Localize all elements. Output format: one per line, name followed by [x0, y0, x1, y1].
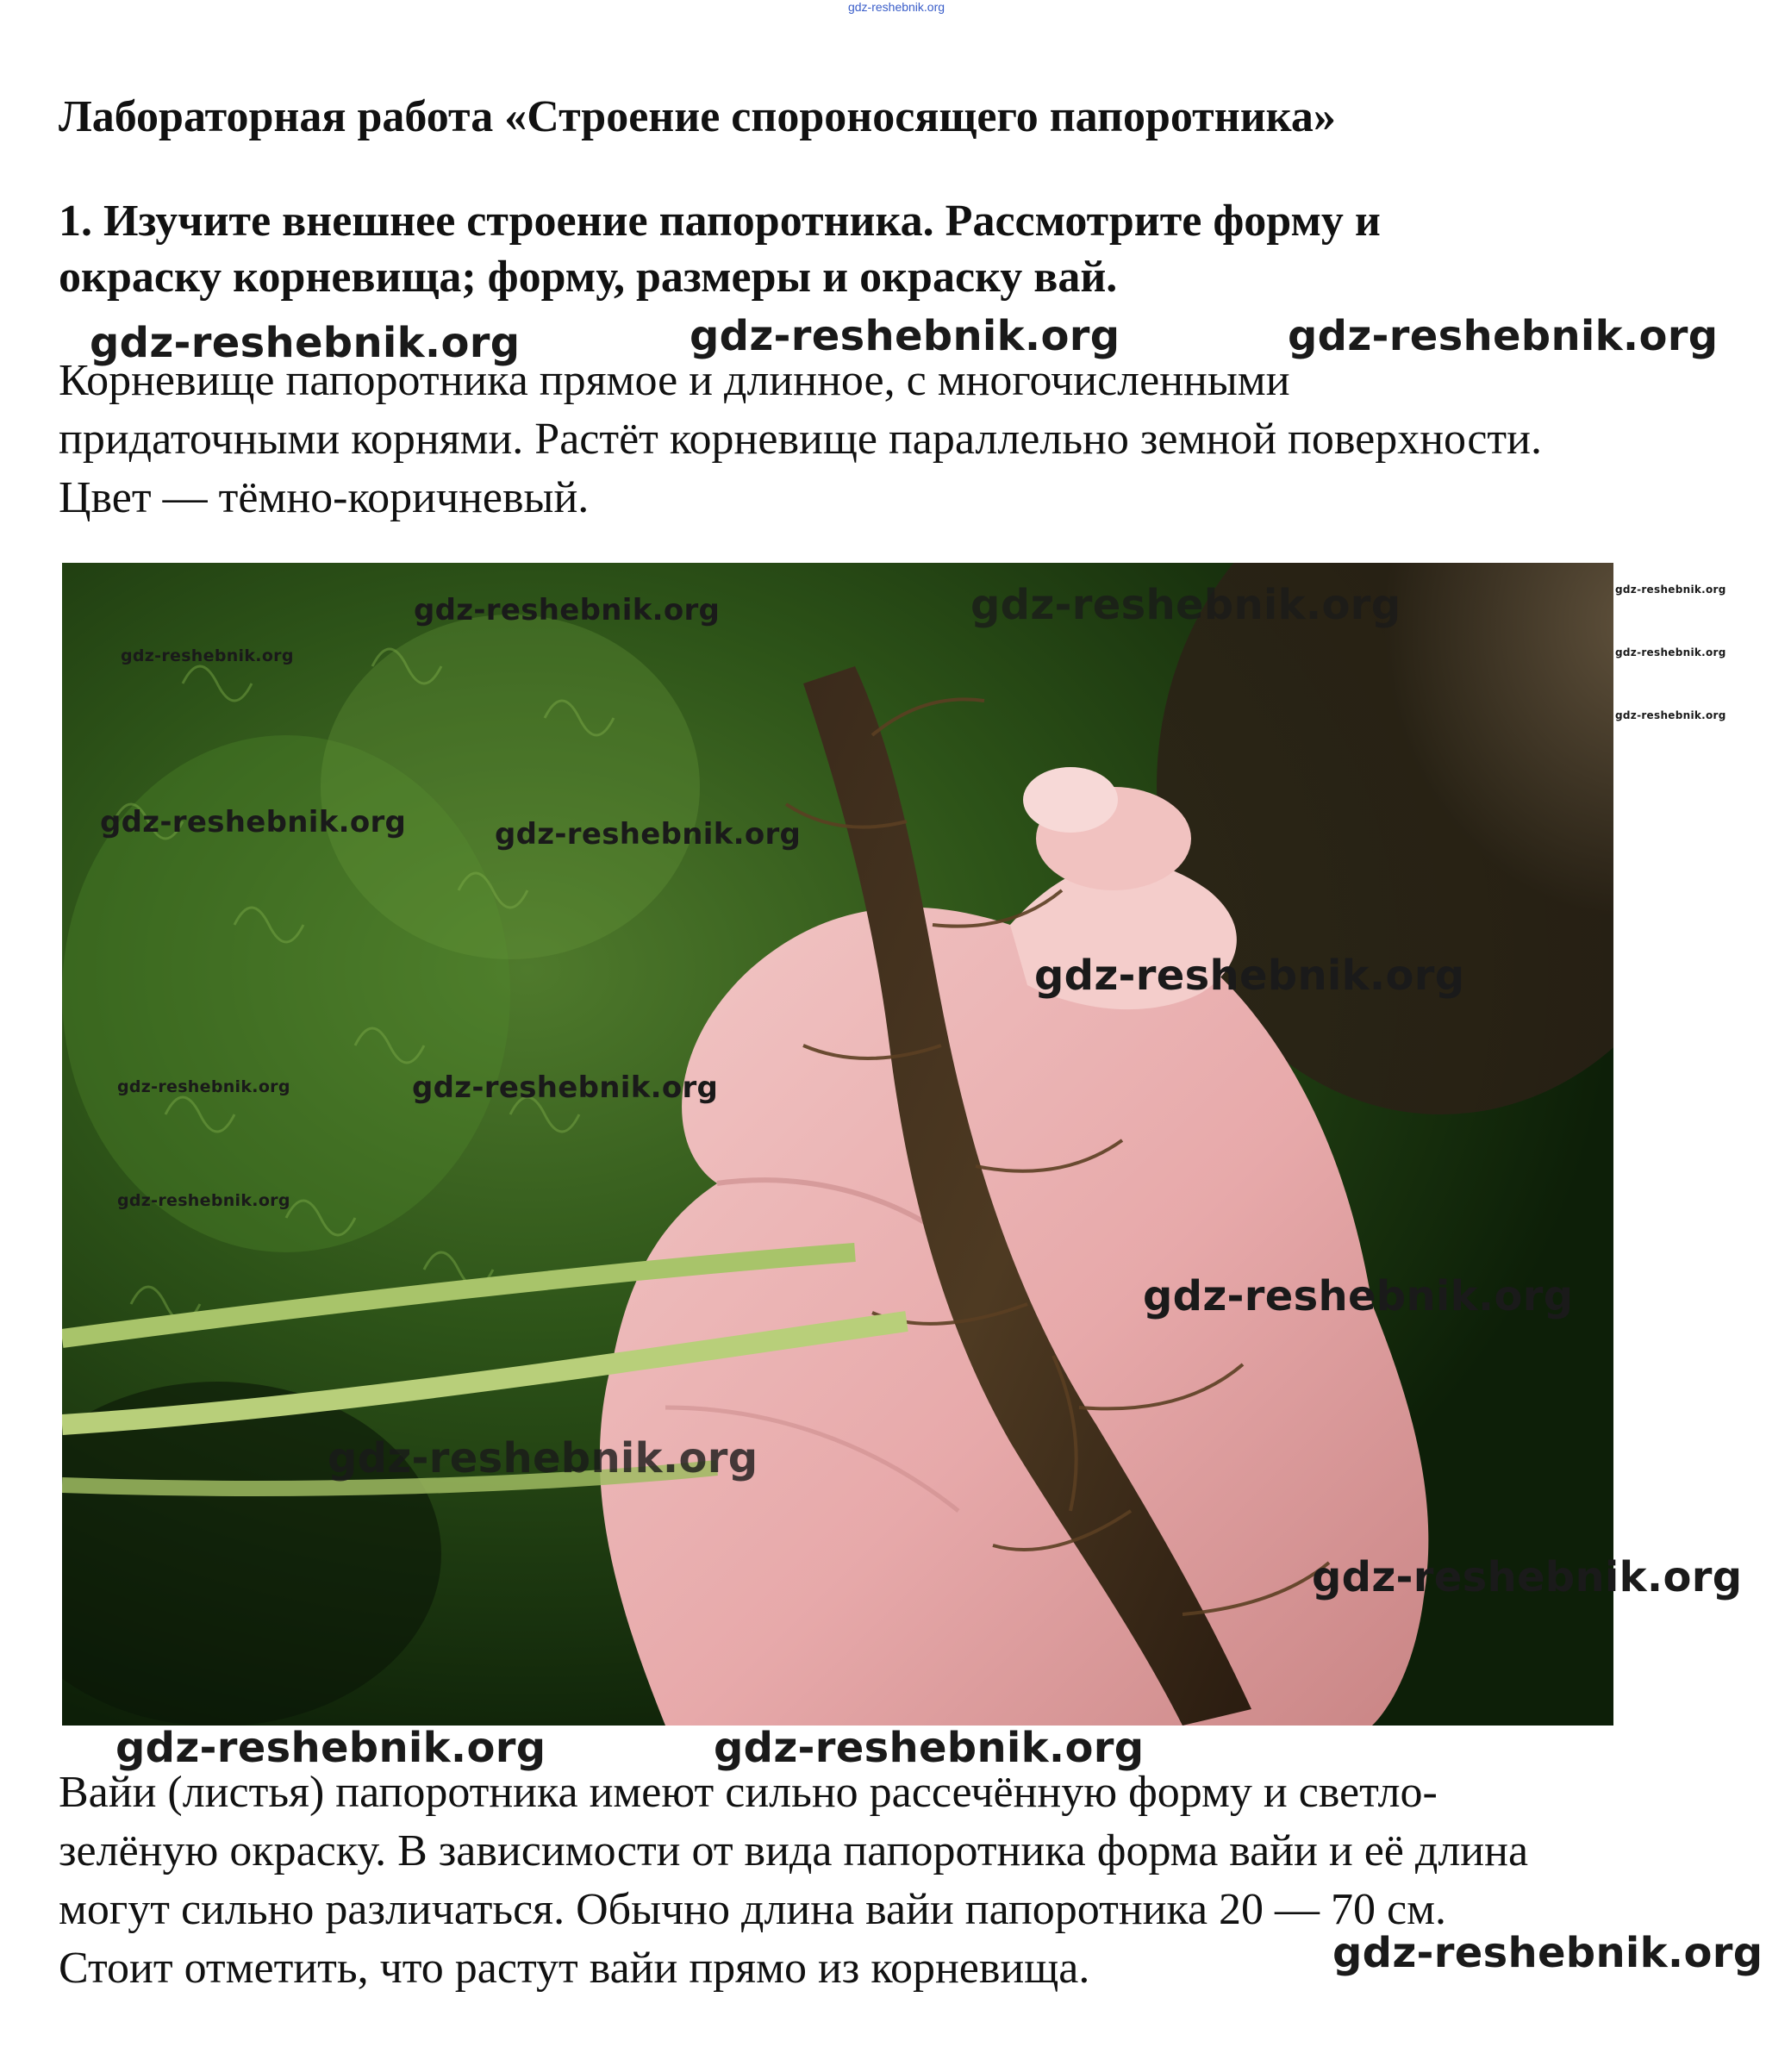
paragraph-line: Цвет — тёмно-коричневый. — [59, 473, 590, 522]
task-heading — [59, 193, 1748, 305]
page-title: Лабораторная работа «Строение спороносящего папоротника» — [59, 92, 1336, 141]
watermark: gdz-reshebnik.org — [1615, 709, 1726, 721]
watermark: gdz-reshebnik.org — [1615, 584, 1726, 596]
watermark: gdz-reshebnik.org — [412, 1070, 719, 1105]
photo-illustration — [62, 563, 1613, 1726]
watermark: gdz-reshebnik.org — [690, 312, 1120, 360]
watermark: gdz-reshebnik.org — [328, 1434, 758, 1482]
watermark: gdz-reshebnik.org — [1034, 952, 1465, 1000]
paragraph-line: придаточными корнями. Растёт корневище параллельно земной поверхности. — [59, 415, 1542, 464]
watermark: gdz-reshebnik.org — [1288, 312, 1719, 360]
fern-rhizome-photo — [62, 563, 1613, 1726]
rhizome-paragraph — [59, 352, 1774, 527]
watermark: gdz-reshebnik.org — [1312, 1553, 1743, 1601]
task-line-2: окраску корневища; форму, размеры и окраску вай. — [59, 253, 1118, 302]
watermark: gdz-reshebnik.org — [121, 646, 294, 665]
paragraph-line: зелёную окраску. В зависимости от вида папоротника форма вайи и её длина — [59, 1826, 1529, 1875]
task-line-1: 1. Изучите внешнее строение папоротника. Рассмотрите форму и — [59, 197, 1381, 246]
watermark: gdz-reshebnik.org — [117, 1191, 290, 1210]
watermark: gdz-reshebnik.org — [90, 319, 521, 367]
watermark: gdz-reshebnik.org — [117, 1077, 290, 1096]
paragraph-line: могут сильно различаться. Обычно длина вайи папоротника 20 — 70 см. — [59, 1885, 1447, 1934]
paragraph-line: Корневище папоротника прямое и длинное, с многочисленными — [59, 356, 1290, 405]
top-watermark: gdz-reshebnik.org — [847, 0, 945, 14]
watermark: gdz-reshebnik.org — [414, 593, 721, 627]
paragraph-line: Стоит отметить, что растут вайи прямо из корневища. — [59, 1944, 1090, 1993]
paragraph-line: Вайи (листья) папоротника имеют сильно рассечённую форму и светло- — [59, 1768, 1438, 1817]
watermark: gdz-reshebnik.org — [115, 1724, 546, 1772]
watermark: gdz-reshebnik.org — [495, 817, 802, 852]
watermark: gdz-reshebnik.org — [100, 805, 407, 839]
watermark: gdz-reshebnik.org — [714, 1724, 1145, 1772]
watermark: gdz-reshebnik.org — [1615, 646, 1726, 658]
watermark: gdz-reshebnik.org — [1143, 1272, 1574, 1320]
watermark: gdz-reshebnik.org — [1332, 1929, 1763, 1977]
watermark: gdz-reshebnik.org — [970, 581, 1401, 629]
